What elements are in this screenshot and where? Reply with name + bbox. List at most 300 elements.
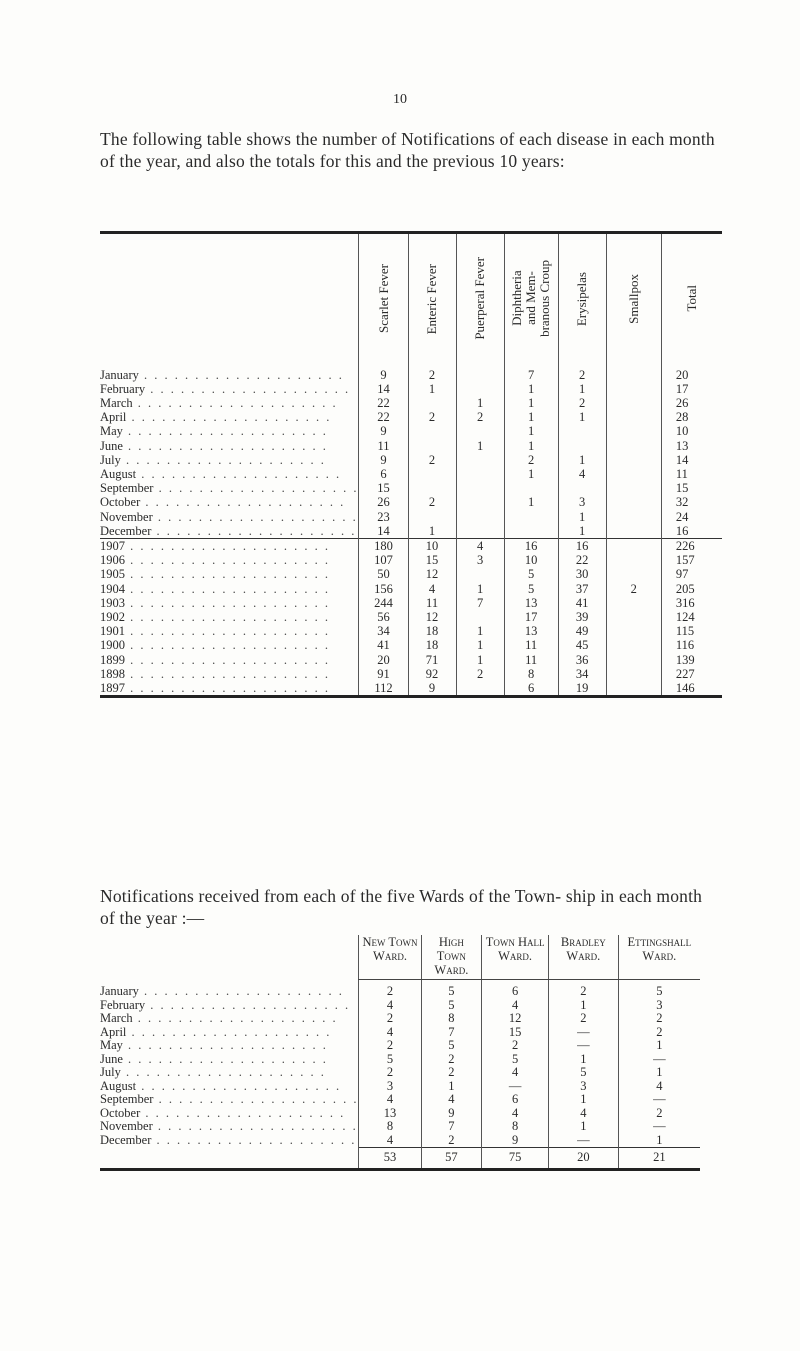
table2-header-row [100,935,700,980]
table-cell: 18 [408,624,456,638]
table-cell: — [548,1134,618,1148]
t1-month-label: April . . . . . . . . . . . . . . . . . . . . [100,410,332,425]
table-cell: 7 [504,368,558,382]
table-cell [606,624,661,638]
table-cell: 41 [359,638,408,652]
table-row [100,1026,700,1040]
table-cell: 1 [408,382,456,396]
table-cell: 11 [359,439,408,453]
t2-month-label: February . . . . . . . . . . . . . . . . . . . . [100,997,351,1012]
t2-month-label: November . . . . . . . . . . . . . . . . . . . . [100,1119,358,1133]
table-cell [606,667,661,681]
table-row [100,1039,700,1053]
table-cell [456,368,504,382]
table-cell: — [482,1080,549,1094]
table-cell: 10 [504,553,558,567]
table-cell [408,510,456,524]
column-header-new-town-ward: New Town Ward. [359,935,421,980]
table-row [100,653,722,667]
table-cell: 13 [504,624,558,638]
table-cell: 1 [456,439,504,453]
table-cell: 22 [558,553,606,567]
table-row [100,1080,700,1094]
table-cell [558,424,606,438]
t2-month-label: January . . . . . . . . . . . . . . . . . . . . [100,983,344,998]
table-cell [606,453,661,467]
table-row [100,999,700,1013]
table-cell: 5 [504,582,558,596]
wards-intro-paragraph: Notifications received from each of the five Wards of the Town- ship in each month of the year :— [100,886,703,928]
table-cell: 45 [558,638,606,652]
t1-year-label: 1901 . . . . . . . . . . . . . . . . . . . . [100,624,330,639]
table-cell: 32 [661,495,722,509]
table-cell [606,396,661,410]
t2-month-label: June . . . . . . . . . . . . . . . . . . . . [100,1051,328,1066]
table-cell [606,467,661,481]
table-cell: 1 [504,410,558,424]
table-cell: 4 [482,999,549,1013]
table-cell: 2 [558,396,606,410]
table-cell: 20 [661,368,722,382]
table-cell: 20 [359,653,408,667]
table-cell [408,467,456,481]
table-cell: 146 [661,681,722,697]
table-cell [456,681,504,697]
table-cell [606,653,661,667]
table-cell: 112 [359,681,408,697]
table-cell: 227 [661,667,722,681]
table-row [100,524,722,539]
table-cell: 39 [558,610,606,624]
t1-year-label: 1902 . . . . . . . . . . . . . . . . . . . . [100,609,330,624]
table-cell: 1 [504,396,558,410]
table-cell: 2 [504,453,558,467]
column-header-diphtheria [504,233,558,368]
table-cell: 1 [548,1093,618,1107]
table-cell [456,453,504,467]
table-cell: 1 [558,410,606,424]
table-cell: 3 [618,999,700,1013]
table-cell: 6 [482,980,549,999]
table-cell: 5 [421,980,482,999]
table-cell [606,596,661,610]
t2-month-label: March . . . . . . . . . . . . . . . . . . . . [100,1011,338,1025]
table-cell: 2 [408,368,456,382]
column-header-enteric-fever: Enteric Fever [408,233,456,368]
table-cell: 16 [558,538,606,553]
table-cell: 26 [359,495,408,509]
table-cell [606,382,661,396]
table-cell: 11 [504,653,558,667]
table-cell: 37 [558,582,606,596]
table-row [100,396,722,410]
table-row [100,553,722,567]
table-cell: 157 [661,553,722,567]
table-cell: 5 [421,999,482,1013]
table-cell [606,368,661,382]
t1-year-label: 1905 . . . . . . . . . . . . . . . . . . . . [100,567,330,582]
table-cell [456,424,504,438]
table-cell: 1 [456,638,504,652]
table-row [100,453,722,467]
t1-year-label: 1897 . . . . . . . . . . . . . . . . . . . . [100,680,330,695]
table-cell: 4 [408,582,456,596]
table-cell: 15 [661,481,722,495]
table-cell: 4 [548,1107,618,1121]
table-cell: 28 [661,410,722,424]
table-cell [606,495,661,509]
table-cell [408,439,456,453]
table-cell [456,495,504,509]
table-cell: 50 [359,567,408,581]
table-cell: 3 [456,553,504,567]
table-cell: 14 [661,453,722,467]
table-cell: 2 [359,1039,421,1053]
table-row [100,1012,700,1026]
table-cell [558,439,606,453]
table-row [100,1053,700,1067]
column-header-puerperal-fever: Puerperal Fever [456,233,504,368]
table-cell: 4 [482,1066,549,1080]
table-cell [408,396,456,410]
table-row [100,510,722,524]
table-cell: 1 [558,524,606,539]
t1-month-label: September . . . . . . . . . . . . . . . . . . . . [100,481,359,496]
table-cell: 13 [661,439,722,453]
table-cell: 2 [408,453,456,467]
table-cell: 2 [618,1012,700,1026]
table-row [100,410,722,424]
table-cell [456,382,504,396]
table-cell [606,638,661,652]
table-cell [504,510,558,524]
table-cell: 180 [359,538,408,553]
table-cell: 9 [359,424,408,438]
intro-paragraph: The following table shows the number of Notifications of each disease in each month of the year, and also the totals for this and the previous 10 years: [100,129,715,171]
table-row [100,439,722,453]
table-cell: 18 [408,638,456,652]
t1-month-label: December . . . . . . . . . . . . . . . . . . . . [100,523,357,538]
page-number: 10 [393,92,407,107]
table-cell [456,510,504,524]
table-cell: 1 [456,624,504,638]
t1-month-label: February . . . . . . . . . . . . . . . . . . . . [100,381,351,396]
table-cell [456,610,504,624]
table-cell: 9 [482,1134,549,1148]
table-row [100,481,722,495]
t1-year-label: 1898 . . . . . . . . . . . . . . . . . . . . [100,666,330,681]
table-cell: 36 [558,653,606,667]
table-cell: 1 [548,999,618,1013]
table-cell: 2 [456,410,504,424]
t1-month-label: August . . . . . . . . . . . . . . . . . . . . [100,466,342,481]
table-cell: 5 [618,980,700,999]
table-cell: 2 [408,495,456,509]
table-cell [456,481,504,495]
table-cell [504,524,558,539]
table-cell: 3 [548,1080,618,1094]
table-cell: 4 [421,1093,482,1107]
table-cell: 22 [359,410,408,424]
table-cell [606,681,661,697]
t2-month-label: July . . . . . . . . . . . . . . . . . . . . [100,1065,326,1079]
table-cell: 14 [359,524,408,539]
column-header-diphtheria-label: Diphtheria and Mem- branous Croup [509,260,553,338]
table-cell: 1 [504,495,558,509]
table-row [100,1066,700,1080]
table-cell: 49 [558,624,606,638]
table-cell [456,567,504,581]
table-cell: 19 [558,681,606,697]
table-cell: 1 [504,467,558,481]
table-cell: 17 [504,610,558,624]
t2-month-label: August . . . . . . . . . . . . . . . . . . . . [100,1078,342,1093]
table-cell: 6 [359,467,408,481]
table-cell: 15 [482,1026,549,1040]
table-cell: 2 [421,1066,482,1080]
t1-year-label: 1907 . . . . . . . . . . . . . . . . . . . . [100,538,359,553]
t1-year-label: 1904 . . . . . . . . . . . . . . . . . . . . [100,581,330,596]
table-cell: 1 [456,653,504,667]
table-cell: 92 [408,667,456,681]
table-cell [606,538,661,553]
table-cell: 4 [456,538,504,553]
table-cell [606,524,661,539]
t2-month-label: April . . . . . . . . . . . . . . . . . . . . [100,1024,332,1039]
table-cell: 8 [482,1120,549,1134]
column-header-ettingshall-ward: Ettingshall Ward. [618,935,700,980]
ward-notifications-table [100,935,700,1171]
table-cell: 24 [661,510,722,524]
table-cell: 3 [558,495,606,509]
t1-month-label: March . . . . . . . . . . . . . . . . . . . . [100,395,338,410]
table-cell: 4 [359,1093,421,1107]
table-cell [558,481,606,495]
table-cell: 7 [421,1026,482,1040]
table-cell: 56 [359,610,408,624]
table-cell: 16 [504,538,558,553]
table-row [100,368,722,382]
table-cell: 316 [661,596,722,610]
total-cell: 21 [618,1148,700,1170]
table-cell: 11 [504,638,558,652]
column-header-scarlet-fever: Scarlet Fever [359,233,408,368]
table-row [100,667,722,681]
table-cell: 34 [359,624,408,638]
total-cell: 57 [421,1148,482,1170]
table-row [100,1093,700,1107]
table-cell: 1 [456,582,504,596]
table-cell: 1 [504,439,558,453]
disease-notifications-table [100,231,722,698]
table-cell: 1 [558,382,606,396]
table-cell: 2 [606,582,661,596]
totals-label [100,1148,359,1170]
table-cell: 5 [359,1053,421,1067]
table-cell: 17 [661,382,722,396]
table-cell: 2 [421,1053,482,1067]
table-row [100,382,722,396]
table-cell: 15 [408,553,456,567]
column-header-total: Total [661,233,722,368]
table-cell: 41 [558,596,606,610]
t2-month-label: September . . . . . . . . . . . . . . . . . . . . [100,1092,359,1106]
table-cell: 4 [618,1080,700,1094]
table-cell: — [618,1093,700,1107]
table-cell: 2 [482,1039,549,1053]
table-cell: — [548,1026,618,1040]
table-cell: 1 [548,1120,618,1134]
table-cell: 13 [359,1107,421,1121]
table-cell: 156 [359,582,408,596]
column-header-smallpox: Smallpox [606,233,661,368]
table-cell: 5 [421,1039,482,1053]
table-cell: 8 [504,667,558,681]
table-row [100,467,722,481]
table-cell: 1 [558,510,606,524]
column-header-town-hall-ward: Town Hall Ward. [482,935,549,980]
table-cell: 1 [618,1134,700,1148]
table-cell: 2 [558,368,606,382]
table-cell [606,481,661,495]
table-cell: 226 [661,538,722,553]
table-cell [606,424,661,438]
table-cell [606,410,661,424]
table-cell [606,610,661,624]
table-cell: 2 [618,1026,700,1040]
table-cell: 10 [408,538,456,553]
table-cell: 9 [359,368,408,382]
table-cell: 4 [359,1026,421,1040]
t1-month-label: June . . . . . . . . . . . . . . . . . . . . [100,438,328,453]
table-cell: 2 [359,980,421,999]
table-cell: 115 [661,624,722,638]
table-cell: 6 [504,681,558,697]
table-cell: 6 [482,1093,549,1107]
table-cell: 2 [548,980,618,999]
table-cell: 1 [456,396,504,410]
t1-month-label: October . . . . . . . . . . . . . . . . . . . . [100,495,346,510]
column-header-high-town-ward: High Town Ward. [421,935,482,980]
table-cell: 16 [661,524,722,539]
table-cell: 107 [359,553,408,567]
table-cell: 2 [618,1107,700,1121]
table-row [100,624,722,638]
table-cell: 1 [618,1039,700,1053]
table-row [100,610,722,624]
table-cell: 13 [504,596,558,610]
t1-year-label: 1900 . . . . . . . . . . . . . . . . . . . . [100,638,330,653]
table-cell: 8 [421,1012,482,1026]
totals-row [100,1148,700,1170]
table-cell [408,481,456,495]
table-cell: 9 [421,1107,482,1121]
table-cell [606,439,661,453]
table-row [100,567,722,581]
table-cell: 4 [558,467,606,481]
table-cell: 26 [661,396,722,410]
table-cell: 12 [408,567,456,581]
table-cell: 7 [456,596,504,610]
total-cell: 53 [359,1148,421,1170]
table-cell: 8 [359,1120,421,1134]
table-row [100,1107,700,1121]
table-cell: 1 [504,382,558,396]
t1-month-label: November . . . . . . . . . . . . . . . . . . . . [100,509,358,524]
table-row [100,495,722,509]
table-cell: — [618,1053,700,1067]
table-cell: 9 [359,453,408,467]
table-cell: 15 [359,481,408,495]
table-cell: 4 [359,999,421,1013]
table-cell [606,510,661,524]
table-cell [606,553,661,567]
table-cell: 91 [359,667,408,681]
total-cell: 75 [482,1148,549,1170]
table-cell: 22 [359,396,408,410]
t2-month-label: May . . . . . . . . . . . . . . . . . . . . [100,1038,328,1052]
column-header-erysipelas: Erysipelas [558,233,606,368]
table-cell: 1 [618,1066,700,1080]
table-cell [408,424,456,438]
column-header-bradley-ward: Bradley Ward. [548,935,618,980]
table-cell: 2 [456,667,504,681]
table-row [100,596,722,610]
table-cell: 1 [558,453,606,467]
table-cell: 12 [482,1012,549,1026]
table-cell: 34 [558,667,606,681]
table-cell: 11 [661,467,722,481]
table-cell: 2 [359,1012,421,1026]
table-cell: 2 [548,1012,618,1026]
t1-year-label: 1899 . . . . . . . . . . . . . . . . . . . . [100,652,330,667]
table-row [100,1120,700,1134]
t1-year-label: 1906 . . . . . . . . . . . . . . . . . . . . [100,553,330,568]
table1-corner [100,233,359,368]
table-cell: 5 [504,567,558,581]
table-cell: 30 [558,567,606,581]
t1-month-label: May . . . . . . . . . . . . . . . . . . . . [100,424,328,439]
table-cell: 1 [504,424,558,438]
table-cell: 2 [421,1134,482,1148]
table-cell: 5 [482,1053,549,1067]
t2-month-label: December . . . . . . . . . . . . . . . . . . . . [100,1132,357,1147]
t2-month-label: October . . . . . . . . . . . . . . . . . . . . [100,1105,346,1120]
table-cell: 3 [359,1080,421,1094]
table-cell [504,481,558,495]
table-cell: 7 [421,1120,482,1134]
table-cell: 1 [421,1080,482,1094]
table-cell: 244 [359,596,408,610]
t1-month-label: January . . . . . . . . . . . . . . . . . . . . [100,367,344,382]
table1-header-row [100,233,722,368]
table-cell: 10 [661,424,722,438]
table-cell: 71 [408,653,456,667]
table-cell: 139 [661,653,722,667]
table-row [100,638,722,652]
table2-corner [100,935,359,980]
total-cell: 20 [548,1148,618,1170]
table-cell: 4 [482,1107,549,1121]
table-row [100,424,722,438]
table-cell: 2 [359,1066,421,1080]
table-cell: 2 [408,410,456,424]
table-cell [606,567,661,581]
table-row [100,538,722,553]
table-cell: 5 [548,1066,618,1080]
t1-month-label: July . . . . . . . . . . . . . . . . . . . . [100,452,326,467]
t1-year-label: 1903 . . . . . . . . . . . . . . . . . . . . [100,595,330,610]
